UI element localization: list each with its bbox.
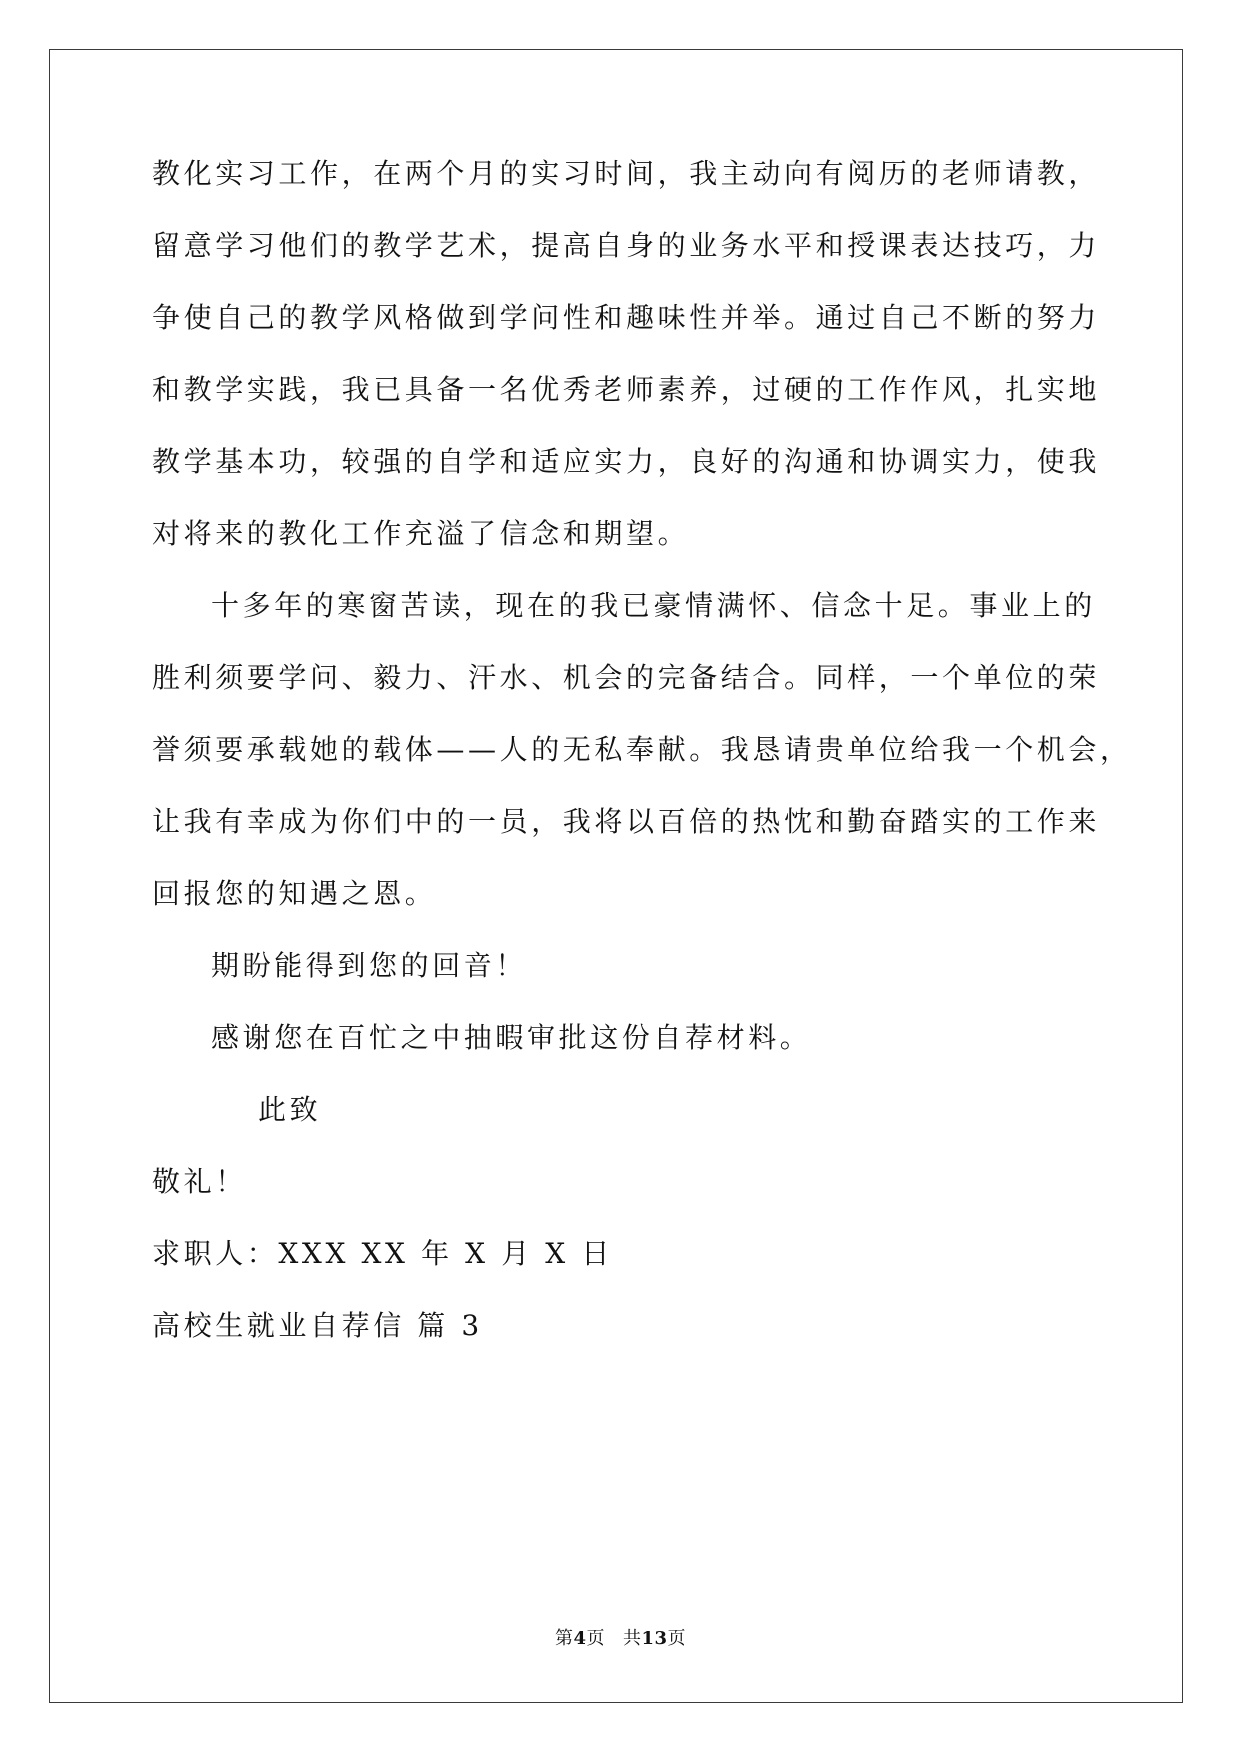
salutation-respectfully: 此致 (258, 1093, 322, 1126)
salutation-regards: 敬礼！ (152, 1165, 247, 1198)
paragraph-line: 留意学习他们的教学艺术，提高自身的业务水平和授课表达技巧，力 (152, 229, 1101, 262)
paragraph-line: 十多年的寒窗苦读，现在的我已豪情满怀、信念十足。事业上的 (211, 589, 1096, 622)
closing-hope: 期盼能得到您的回音！ (211, 949, 528, 982)
closing-thanks: 感谢您在百忙之中抽暇审批这份自荐材料。 (211, 1021, 812, 1054)
page-prefix: 第 (554, 1628, 574, 1649)
section-title: 高校生就业自荐信 篇 3 (152, 1309, 483, 1342)
total-prefix: 共 (622, 1628, 642, 1649)
paragraph-line: 回报您的知遇之恩。 (152, 877, 437, 910)
paragraph-line: 和教学实践，我已具备一名优秀老师素养，过硬的工作作风，扎实地 (152, 373, 1101, 406)
page-footer (0, 1627, 1241, 1651)
paragraph-line: 争使自己的教学风格做到学问性和趣味性并举。通过自己不断的努力 (152, 301, 1101, 334)
signature-line: 求职人：XXX XX 年 X 月 X 日 (152, 1237, 613, 1270)
page-unit: 页 (586, 1628, 605, 1649)
paragraph-line: 胜利须要学问、毅力、汗水、机会的完备结合。同样，一个单位的荣 (152, 661, 1101, 694)
paragraph-line: 教学基本功，较强的自学和适应实力，良好的沟通和协调实力，使我 (152, 445, 1101, 478)
paragraph-line: 对将来的教化工作充溢了信念和期望。 (152, 517, 690, 550)
page-number: 4 (573, 1628, 587, 1649)
paragraph-line: 誉须要承载她的载体——人的无私奉献。我恳请贵单位给我一个机会， (152, 733, 1132, 766)
paragraph-line: 让我有幸成为你们中的一员，我将以百倍的热忱和勤奋踏实的工作来 (152, 805, 1101, 838)
total-pages: 13 (641, 1628, 668, 1649)
paragraph-line: 教化实习工作，在两个月的实习时间，我主动向有阅历的老师请教， (152, 157, 1101, 190)
total-unit: 页 (667, 1628, 687, 1649)
